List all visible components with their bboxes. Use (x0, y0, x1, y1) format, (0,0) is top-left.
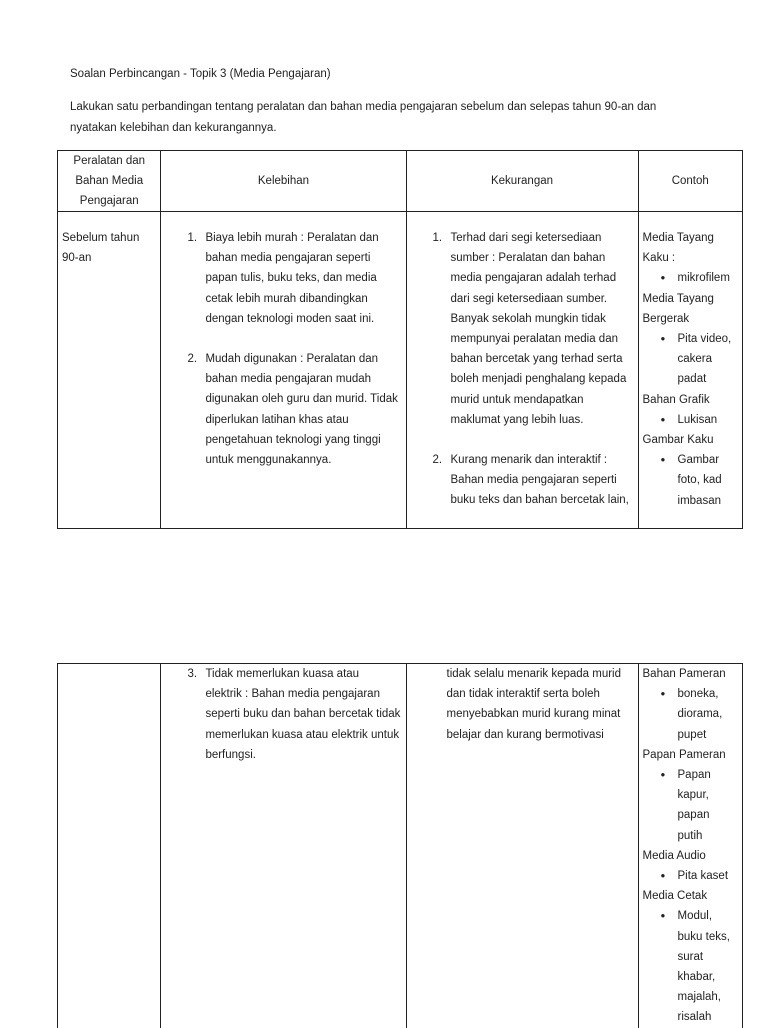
comparison-table-continued (57, 663, 743, 1028)
item-text-line: dari segi ketersediaan sumber. (450, 292, 608, 305)
example-text-line: risalah (677, 1011, 712, 1024)
item-text-line: menyebabkan murid kurang minat (446, 708, 621, 721)
example-item (643, 329, 740, 390)
item-text-line: Terhad dari segi ketersediaan (450, 232, 602, 244)
example-text-line: putih (677, 829, 703, 842)
example-items (643, 410, 740, 430)
header-kekurangan: Kekurangan (406, 151, 638, 212)
item-text-line: media pengajaran adalah terhad (450, 272, 617, 285)
item-text-line: maklumat yang lebih luas. (450, 413, 584, 426)
example-text-line: diorama, (677, 708, 723, 721)
kekurangan-continued (447, 664, 634, 745)
list-gap (165, 329, 401, 349)
example-text-line: surat (677, 950, 704, 963)
kelebihan-list (165, 664, 401, 765)
kelebihan-cell (161, 664, 406, 1028)
header-text: Pengajaran (79, 195, 139, 207)
list-item (411, 450, 634, 511)
example-items (643, 268, 740, 288)
comparison-table (57, 150, 743, 529)
table-row (58, 212, 743, 529)
item-text-line: boleh menjadi penghalang kepada (450, 373, 627, 386)
intro-paragraph (70, 97, 656, 139)
header-media (58, 151, 161, 212)
header-contoh: Contoh (638, 151, 742, 212)
contoh-cell (638, 664, 742, 1028)
item-text-line: sumber : Peralatan dan bahan (450, 252, 606, 265)
item-text-line: mempunyai peralatan media dan (450, 333, 618, 346)
item-text-line: dengan teknologi moden saat ini. (205, 312, 375, 325)
row-label: 90-an (62, 252, 92, 265)
item-text-line: Tidak memerlukan kuasa atau (205, 668, 360, 680)
table-header-row (58, 151, 743, 212)
row-label-cell (58, 212, 161, 529)
item-text-line: papan tulis, buku teks, dan media (205, 272, 377, 285)
item-text-line: Mudah digunakan : Peralatan dan (205, 353, 379, 366)
item-text-line: Banyak sekolah mungkin tidak (450, 312, 606, 325)
item-text-line: bahan bercetak yang terhad serta (450, 353, 623, 366)
item-number: 1. (187, 232, 198, 244)
example-item (643, 268, 740, 288)
example-text-line: foto, kad (677, 474, 722, 487)
item-text-line: bahan media pengajaran seperti (205, 252, 371, 265)
item-number: 3. (187, 668, 198, 680)
item-text-line: digunakan oleh guru dan murid. Tidak (205, 393, 398, 406)
example-item (643, 906, 740, 1027)
example-items (643, 765, 740, 846)
example-items (643, 329, 740, 390)
item-number: 1. (432, 232, 443, 244)
example-category: Bergerak (642, 312, 690, 325)
example-text-line: ● Modul, (677, 910, 713, 923)
example-category: Media Tayang (642, 232, 714, 244)
kekurangan-cell (406, 212, 638, 529)
example-text-line: ● Pita video, (677, 333, 732, 346)
example-text-line: cakera (677, 353, 713, 366)
example-text-line: ● mikrofilem (677, 272, 730, 285)
item-text-line: memerlukan kuasa atau elektrik untuk (205, 728, 400, 741)
header-kelebihan: Kelebihan (161, 151, 406, 212)
list-item (165, 228, 401, 329)
item-text-line: buku teks dan bahan bercetak lain, (450, 494, 629, 507)
example-text-line: pupet (677, 728, 707, 741)
item-text-line: untuk menggunakannya. (205, 454, 332, 467)
contoh-list (643, 664, 740, 1028)
header-text: Bahan Media (75, 175, 144, 187)
kekurangan-list (411, 228, 634, 511)
example-category: Media Audio (642, 849, 706, 862)
example-items (643, 866, 740, 886)
table-row (58, 664, 743, 1028)
example-items (643, 906, 740, 1027)
example-items (643, 450, 740, 511)
example-text-line: buku teks, (677, 930, 730, 943)
item-text-line: Kurang menarik dan interaktif : (450, 454, 608, 467)
example-text-line: padat (677, 373, 707, 386)
example-text-line: ● Papan (677, 769, 711, 782)
example-category: Media Cetak (642, 890, 708, 903)
kelebihan-cell (161, 212, 406, 529)
example-category: Bahan Grafik (642, 393, 710, 406)
row-label: Sebelum tahun (62, 232, 140, 244)
example-item (643, 410, 740, 430)
example-text-line: papan (677, 809, 710, 822)
item-text-line: seperti buku dan bahan bercetak tidak (205, 708, 401, 721)
intro-line: nyatakan kelebihan dan kekurangannya. (70, 122, 277, 134)
item-text-line: dan tidak interaktif serta boleh (446, 688, 600, 701)
example-category: Media Tayang (642, 292, 714, 305)
item-text-line: murid untuk mendapatkan (450, 393, 584, 406)
example-text-line: ● Gambar (677, 454, 720, 467)
example-items (643, 684, 740, 745)
item-text-line: elektrik : Bahan media pengajaran (205, 688, 380, 701)
item-number: 2. (187, 353, 198, 366)
contoh-list (643, 228, 740, 511)
item-text-line: Bahan media pengajaran seperti (450, 474, 617, 487)
list-item (411, 228, 634, 430)
example-item (643, 765, 740, 846)
item-text-line: tidak selalu menarik kepada murid (446, 668, 622, 680)
header-text: Peralatan dan (73, 155, 146, 167)
row-label-cell (58, 664, 161, 1028)
example-text-line: ● Pita kaset (677, 870, 729, 883)
example-text-line: khabar, (677, 971, 716, 984)
item-text-line: diperlukan latihan khas atau (205, 413, 349, 426)
example-category: Kaku : (642, 252, 676, 265)
example-text-line: majalah, (677, 991, 721, 1004)
list-item (165, 349, 401, 470)
page-title: Soalan Perbincangan - Topik 3 (Media Pengajaran) (70, 68, 331, 80)
item-number: 2. (432, 454, 443, 467)
item-text-line: berfungsi. (205, 748, 256, 761)
item-text-line: bahan media pengajaran mudah (205, 373, 372, 386)
intro-line: Lakukan satu perbandingan tentang peralatan dan bahan media pengajaran sebelum dan selepas tahun 90-an dan (70, 101, 657, 113)
item-text-line: Biaya lebih murah : Peralatan dan (205, 232, 379, 244)
kelebihan-list (165, 228, 401, 470)
item-text-line: pengetahuan teknologi yang tinggi (205, 433, 381, 446)
example-text-line: kapur, (677, 789, 709, 802)
example-text-line: ● Lukisan (677, 413, 718, 426)
example-text-line: ● boneka, (677, 688, 719, 701)
list-gap (411, 430, 634, 450)
list-item (165, 664, 401, 765)
contoh-cell (638, 212, 742, 529)
kekurangan-cell (406, 664, 638, 1028)
example-category: Bahan Pameran (642, 668, 726, 680)
example-item (643, 450, 740, 511)
item-text-line: belajar dan kurang bermotivasi (446, 728, 604, 741)
example-item (643, 866, 740, 886)
example-category: Gambar Kaku (642, 434, 714, 447)
item-text-line: cetak lebih murah dibandingkan (205, 292, 368, 305)
example-text-line: imbasan (677, 494, 721, 507)
example-category: Papan Pameran (642, 748, 726, 761)
example-item (643, 684, 740, 745)
